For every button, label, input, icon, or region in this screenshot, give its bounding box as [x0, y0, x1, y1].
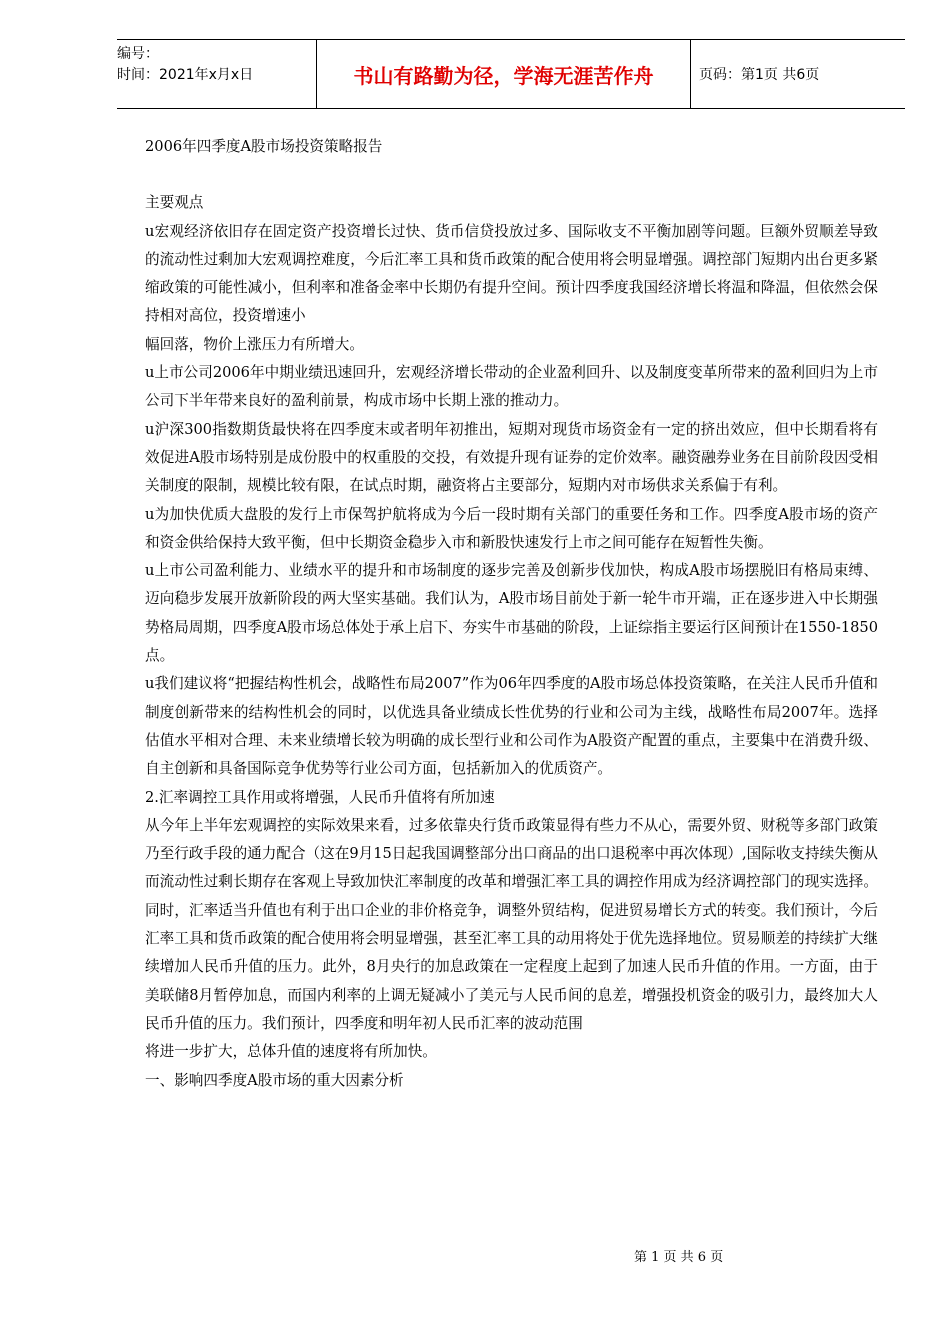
paragraph: u上市公司2006年中期业绩迅速回升，宏观经济增长带动的企业盈利回升、以及制度变革所带来的盈利回归为上市公司下半年带来良好的盈利前景，构成市场中长期上涨的推动力。 [145, 364, 878, 410]
header-meta [117, 40, 317, 108]
section-heading: 一、影响四季度A股市场的重大因素分析 [145, 1071, 404, 1089]
paragraph: 从今年上半年宏观调控的实际效果来看，过多依靠央行货币政策显得有些力不从心，需要外贸、财税等多部门政策乃至行政手段的通力配合（这在9月15日起我国调整部分出口商品的出口退税率中再次体现）,国际收支持续失衡从而流动性过剩长期存在客观上导致加快汇率制度的改革和增强汇率工具的调控作用成为经济调控部门的现实选择。同时，汇率适当升值也有利于出口企业的非价格竞争，调整外贸结构，促进贸易增长方式的转变。我们预计，今后汇率工具和货币政策的配合使用将会明显增强，甚至汇率工具的动用将处于优先选择地位。贸易顺差的持续扩大继续增加人民币升值的压力。此外，8月央行的加息政策在一定程度上起到了加速人民币升值的作用。一方面，由于美联储8月暂停加息，而国内利率的上调无疑减小了美元与人民币间的息差，增强投机资金的吸引力，最终加大人民币升值的压力。我们预计，四季度和明年初人民币汇率的波动范围 [145, 816, 878, 1032]
header-motto: 书山有路勤为径，学海无涯苦作舟 [317, 40, 691, 108]
header-page-label: 页码：第1页 共6页 [699, 67, 820, 83]
paragraph: u宏观经济依旧存在固定资产投资增长过快、货币信贷投放过多、国际收支不平衡加剧等问题。巨额外贸顺差导致的流动性过剩加大宏观调控难度，今后汇率工具和货币政策的配合使用将会明显增强。调控部门短期内出台更多紧缩政策的可能性减小，但利率和准备金率中长期仍有提升空间。预计四季度我国经济增长将温和降温，但依然会保持相对高位，投资增速小 [145, 222, 878, 325]
document-body [145, 133, 878, 1095]
paragraph: 将进一步扩大，总体升值的速度将有所加快。 [145, 1043, 437, 1061]
document-number-label: 编号： [117, 46, 159, 62]
subsection-heading: 2.汇率调控工具作用或将增强，人民币升值将有所加速 [145, 788, 495, 806]
section-heading: 主要观点 [145, 194, 204, 212]
paragraph: u沪深300指数期货最快将在四季度末或者明年初推出，短期对现货市场资金有一定的挤出效应，但中长期看将有效促进A股市场特别是成份股中的权重股的交投，有效提升现有证券的定价效率。融资融券业务在目前阶段因受相关制度的限制，规模比较有限，在试点时期，融资将占主要部分，短期内对市场供求关系偏于有利。 [145, 420, 878, 495]
blank-line [145, 161, 878, 189]
page-footer: 第 1 页 共 6 页 [634, 1250, 724, 1265]
paragraph: 幅回落，物价上涨压力有所增大。 [145, 335, 364, 353]
document-title: 2006年四季度A股市场投资策略报告 [145, 138, 383, 155]
document-time-label: 时间：2021年x月x日 [117, 67, 254, 83]
paragraph: u上市公司盈利能力、业绩水平的提升和市场制度的逐步完善及创新步伐加快，构成A股市场摆脱旧有格局束缚、迈向稳步发展开放新阶段的两大坚实基础。我们认为，A股市场目前处于新一轮牛市开端，正在逐步进入中长期强势格局周期，四季度A股市场总体处于承上启下、夯实牛市基础的阶段，上证综指主要运行区间预计在1550-1850点。 [145, 562, 878, 665]
page-header [117, 39, 905, 109]
paragraph: u我们建议将“把握结构性机会，战略性布局2007”作为06年四季度的A股市场总体投资策略，在关注人民币升值和制度创新带来的结构性机会的同时，以优选具备业绩成长性优势的行业和公司为主线，战略性布局2007年。选择估值水平相对合理、未来业绩增长较为明确的成长型行业和公司作为A股资产配置的重点，主要集中在消费升级、自主创新和具备国际竞争优势等行业公司方面，包括新加入的优质资产。 [145, 675, 878, 778]
paragraph: u为加快优质大盘股的发行上市保驾护航将成为今后一段时期有关部门的重要任务和工作。四季度A股市场的资产和资金供给保持大致平衡，但中长期资金稳步入市和新股快速发行上市之间可能存在短暂性失衡。 [145, 505, 878, 551]
